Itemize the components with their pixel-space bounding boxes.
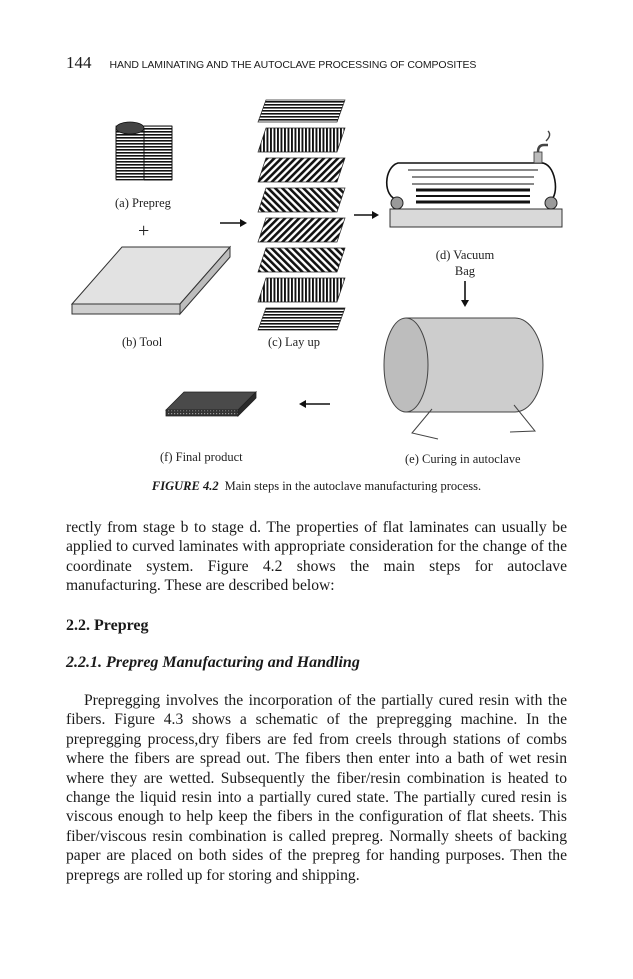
arrow-layup-to-vacuum-bag <box>354 211 379 219</box>
running-head <box>66 53 476 73</box>
final-product-illustration <box>166 392 256 416</box>
paragraph-2: Prepregging involves the incorporation of the partially cured resin with the fibers. Figure 4.3 shows a schematic of the prepregging machine. In the prepregging process,dry fibers are fed from creels through stations of combs where the fibers are spread out. The fibers then enter into a bath of wet resin where they are wetted. Subsequently the fiber/resin combination is heated to change the liquid resin into a partially cured state. The partially cured resin is viscous enough to help keep the fibers in the configuration of flat sheets. This fiber/viscous resin combination is called prepreg. Normally sheets of backing paper are placed on both sides of the prepreg for handing purposes. Then the prepregs are rolled up for storing and shipping. <box>66 692 567 884</box>
label-layup: (c) Lay up <box>268 335 321 349</box>
label-tool: (b) Tool <box>122 335 163 349</box>
paragraph-1: rectly from stage b to stage d. The properties of flat laminates can usually be applied to curved laminates with appropriate consideration for the change of the coordinate system. Figure 4.2 shows the main steps for autoclave manufacturing. These are described below: <box>66 519 567 595</box>
arrow-prepreg-to-layup <box>220 219 247 227</box>
label-vacuum-bag-line1: (d) Vacuum <box>435 248 495 262</box>
label-vacuum-bag-line2: Bag <box>454 264 476 278</box>
layup-stack-illustration <box>258 100 345 330</box>
tool-plate-illustration <box>72 247 230 314</box>
page-number: 144 <box>66 53 92 72</box>
autoclave-illustration <box>384 318 543 439</box>
label-autoclave: (e) Curing in autoclave <box>405 452 521 466</box>
prepreg-roll-illustration <box>116 122 172 180</box>
arrow-autoclave-to-final-product <box>299 400 330 408</box>
figure-caption <box>0 479 633 494</box>
plus-sign: + <box>138 220 150 242</box>
arrow-vacuum-bag-to-autoclave <box>461 281 469 307</box>
subsection-heading: 2.2.1. Prepreg Manufacturing and Handling <box>66 654 360 671</box>
running-title: HAND LAMINATING AND THE AUTOCLAVE PROCESSING OF COMPOSITES <box>109 59 477 71</box>
vacuum-bag-illustration <box>387 131 562 227</box>
section-heading: 2.2. Prepreg <box>66 617 149 634</box>
figure-number: FIGURE 4.2 <box>151 479 219 493</box>
label-prepreg: (a) Prepreg <box>115 196 171 210</box>
figure-drawing <box>60 95 580 465</box>
figure-caption-text: Main steps in the autoclave manufacturing process. <box>224 479 482 493</box>
figure-autoclave-process <box>60 95 580 465</box>
label-final-product: (f) Final product <box>160 450 243 464</box>
label-vacuum-bag <box>420 247 510 279</box>
